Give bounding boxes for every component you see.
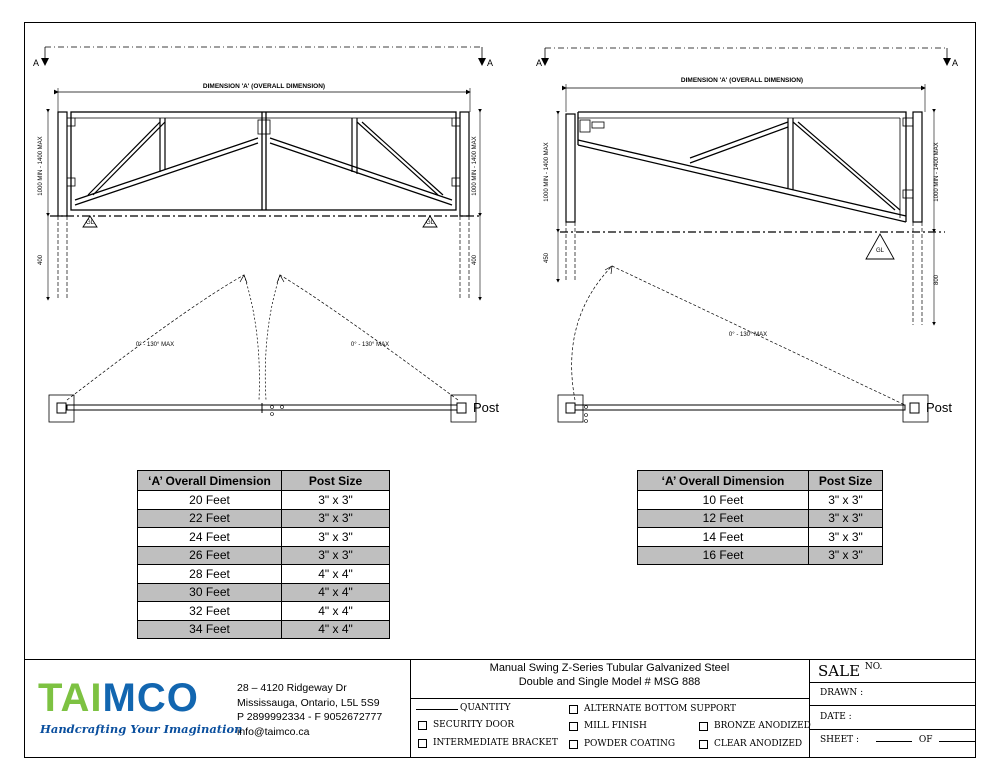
option-mill-finish: MILL FINISH xyxy=(569,721,647,731)
dimension-cell: 14 Feet xyxy=(638,528,809,547)
checkbox-icon[interactable] xyxy=(418,721,427,730)
logo-letter: A xyxy=(60,676,91,720)
divider xyxy=(809,659,810,758)
post-size-cell: 3" x 3" xyxy=(282,491,390,510)
title-line: Manual Swing Z-Series Tubular Galvanized Steel xyxy=(489,662,730,674)
address-line: 28 – 4120 Ridgeway Dr xyxy=(237,682,347,694)
option-powder-coating: POWDER COATING xyxy=(569,739,675,749)
table-row xyxy=(138,602,390,621)
title-line: Double and Single Model # MSG 888 xyxy=(518,675,701,688)
height-label: 1000 MIN - 1400 MAX xyxy=(472,136,478,196)
logo-letter: T xyxy=(38,676,61,720)
option-bronze-anodized: BRONZE ANODIZED xyxy=(699,721,811,731)
double-gate-dimension-table xyxy=(137,470,390,639)
dimension-cell: 10 Feet xyxy=(638,491,809,510)
section-marker: A xyxy=(33,58,40,68)
table-row xyxy=(138,620,390,639)
column-header: Post Size xyxy=(282,471,390,491)
dimension-cell: 28 Feet xyxy=(138,565,282,584)
table-row xyxy=(138,509,390,528)
post-depth-label: 800 xyxy=(934,274,940,286)
dimension-label: DIMENSION 'A' (OVERALL DIMENSION) xyxy=(680,77,804,84)
single-gate-dimension-table xyxy=(637,470,883,565)
dimension-cell: 12 Feet xyxy=(638,509,809,528)
table-row xyxy=(138,491,390,510)
column-header: Post Size xyxy=(809,471,883,491)
post-size-cell: 4" x 4" xyxy=(282,565,390,584)
dimension-cell: 26 Feet xyxy=(138,546,282,565)
option-clear-anodized: CLEAR ANODIZED xyxy=(699,739,802,749)
table-row xyxy=(638,528,883,547)
company-logo xyxy=(38,676,199,721)
post-size-cell: 3" x 3" xyxy=(809,491,883,510)
table-row xyxy=(638,546,883,565)
checkbox-icon[interactable] xyxy=(418,739,427,748)
checkbox-icon[interactable] xyxy=(569,722,578,731)
divider xyxy=(809,729,976,730)
checkbox-icon[interactable] xyxy=(699,740,708,749)
height-label: 1000 MIN - 1400 MAX xyxy=(544,142,550,202)
logo-letter: C xyxy=(136,676,167,720)
table-row xyxy=(638,509,883,528)
option-security-door: SECURITY DOOR xyxy=(418,720,514,730)
logo-text xyxy=(38,676,199,720)
height-label: 1000 MIN - 1400 MAX xyxy=(38,136,44,196)
dimension-cell: 16 Feet xyxy=(638,546,809,565)
gl-label: GL xyxy=(875,248,885,254)
email-line: info@taimco.ca xyxy=(237,725,310,738)
divider xyxy=(809,705,976,706)
table-row xyxy=(138,565,390,584)
sheet-label: SHEET : OF xyxy=(820,735,975,745)
option-alternate-bottom-support: ALTERNATE BOTTOM SUPPORT xyxy=(569,704,736,714)
drawing-title xyxy=(411,662,808,689)
dimension-cell: 34 Feet xyxy=(138,620,282,639)
company-address xyxy=(237,681,382,739)
divider xyxy=(411,698,809,699)
gl-label: GL xyxy=(85,220,95,226)
checkbox-icon[interactable] xyxy=(569,740,578,749)
company-tagline: Handcrafting Your Imagination xyxy=(40,722,243,736)
dimension-cell: 32 Feet xyxy=(138,602,282,621)
post-label: Post xyxy=(926,400,953,415)
logo-letter: M xyxy=(102,676,137,720)
post-size-cell: 4" x 4" xyxy=(282,583,390,602)
post-depth-label: 450 xyxy=(544,252,550,264)
table-row xyxy=(638,491,883,510)
post-label: Post xyxy=(473,400,500,415)
option-intermediate-bracket: INTERMEDIATE BRACKET xyxy=(418,738,558,748)
post-depth-label: 400 xyxy=(472,254,478,266)
table-row xyxy=(138,583,390,602)
column-header: ‘A’ Overall Dimension xyxy=(638,471,809,491)
post-depth-label: 400 xyxy=(38,254,44,266)
drawn-label: DRAWN : xyxy=(820,688,864,698)
post-size-cell: 4" x 4" xyxy=(282,602,390,621)
checkbox-icon[interactable] xyxy=(699,722,708,731)
table-row xyxy=(138,546,390,565)
dimension-cell: 22 Feet xyxy=(138,509,282,528)
post-size-cell: 4" x 4" xyxy=(282,620,390,639)
phone-line: P 2899992334 - F 9052672777 xyxy=(237,711,383,723)
swing-angle-label: 0° - 130° MAX xyxy=(135,342,175,348)
post-size-cell: 3" x 3" xyxy=(282,546,390,565)
logo-letter: O xyxy=(166,676,199,720)
checkbox-icon[interactable] xyxy=(569,705,578,714)
section-marker: A xyxy=(487,58,494,68)
sale-label: SALE $^{NO.}$ xyxy=(818,662,883,680)
dimension-label: DIMENSION 'A' (OVERALL DIMENSION) xyxy=(202,83,326,90)
section-marker: A xyxy=(536,58,543,68)
section-marker: A xyxy=(952,58,959,68)
post-size-cell: 3" x 3" xyxy=(809,528,883,547)
logo-letter: I xyxy=(90,676,103,720)
dimension-cell: 24 Feet xyxy=(138,528,282,547)
gl-label: GL xyxy=(425,220,435,226)
dimension-cell: 30 Feet xyxy=(138,583,282,602)
post-size-cell: 3" x 3" xyxy=(282,509,390,528)
swing-angle-label: 0° - 130° MAX xyxy=(728,332,768,338)
post-size-cell: 3" x 3" xyxy=(282,528,390,547)
address-line: Mississauga, Ontario, L5L 5S9 xyxy=(237,696,380,709)
post-size-cell: 3" x 3" xyxy=(809,509,883,528)
column-header: ‘A’ Overall Dimension xyxy=(138,471,282,491)
quantity-label: QUANTITY xyxy=(416,703,511,713)
swing-angle-label: 0° - 130° MAX xyxy=(350,342,390,348)
height-label: 1000 MIN - 1400 MAX xyxy=(934,142,940,202)
post-size-cell: 3" x 3" xyxy=(809,546,883,565)
divider xyxy=(809,682,976,683)
table-row xyxy=(138,528,390,547)
date-label: DATE : xyxy=(820,712,852,722)
dimension-cell: 20 Feet xyxy=(138,491,282,510)
